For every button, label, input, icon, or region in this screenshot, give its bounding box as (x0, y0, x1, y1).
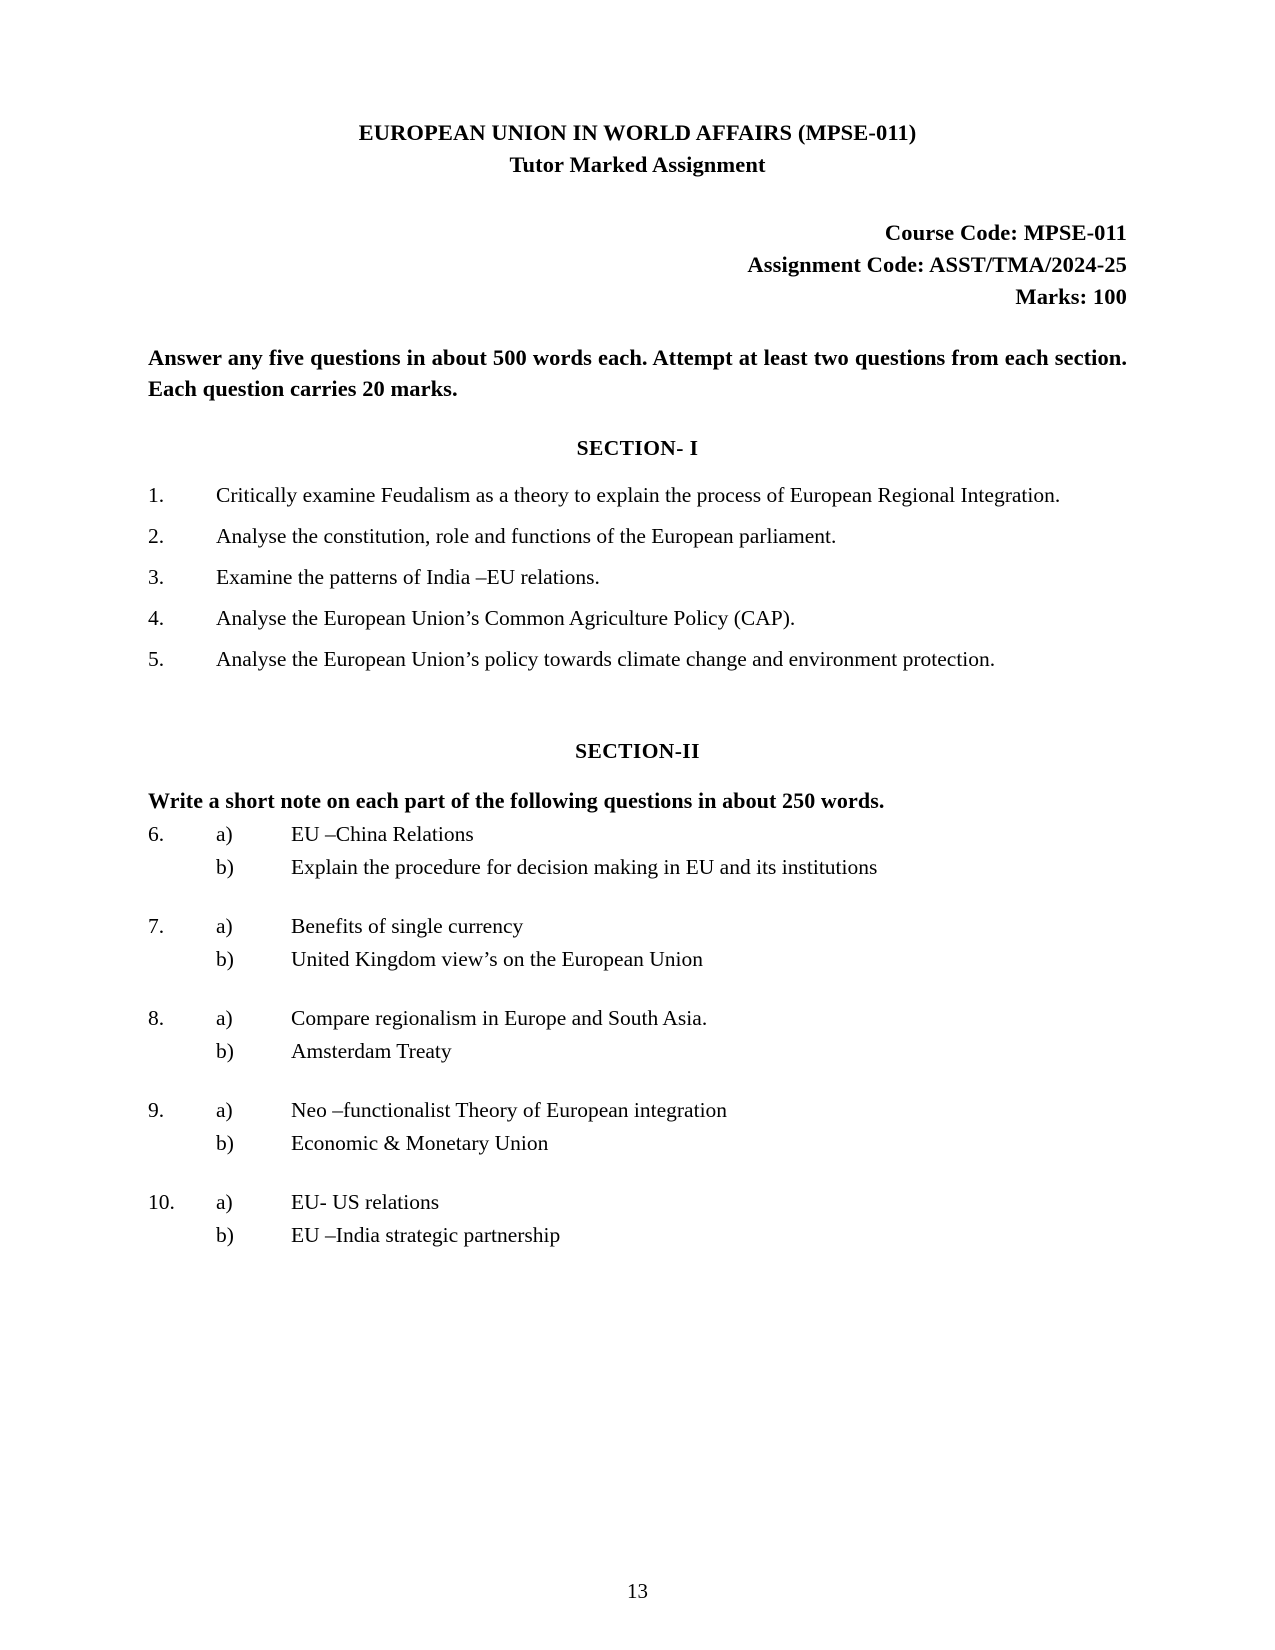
question-part (148, 1002, 1127, 1035)
part-letter: a) (216, 913, 233, 938)
question-number: 10. (148, 1189, 175, 1214)
part-letter: a) (216, 1189, 233, 1214)
question-number: 3. (148, 565, 165, 590)
question-item (148, 477, 1127, 515)
question-text: Analyse the European Union’s Common Agriculture Policy (CAP). (216, 605, 796, 630)
question-number: 1. (148, 483, 165, 508)
part-text: Explain the procedure for decision making in EU and its institutions (291, 854, 878, 879)
question-number: 5. (148, 646, 165, 671)
title-line-1: EUROPEAN UNION IN WORLD AFFAIRS (MPSE-011) (358, 120, 917, 145)
question-part (148, 1186, 1127, 1219)
question-part (148, 1127, 1127, 1160)
part-text: EU –China Relations (291, 821, 474, 846)
question-text: Analyse the European Union’s policy towards climate change and environment protection. (216, 646, 996, 671)
section-2-question-list (148, 818, 1127, 1252)
question-part (148, 1035, 1127, 1068)
total-marks: Marks: 100 (1015, 284, 1127, 310)
question-part (148, 910, 1127, 943)
question-part (148, 1094, 1127, 1127)
question-item (148, 600, 1127, 638)
part-text: EU –India strategic partnership (291, 1222, 561, 1247)
question-part (148, 1219, 1127, 1252)
question-item (148, 641, 1127, 679)
part-text: Economic & Monetary Union (291, 1130, 549, 1155)
course-code: Course Code: MPSE-011 (884, 220, 1127, 246)
question-number: 9. (148, 1097, 165, 1122)
part-text: Neo –functionalist Theory of European integration (291, 1097, 728, 1122)
part-text: Compare regionalism in Europe and South Asia. (291, 1005, 708, 1030)
question-group (148, 1186, 1127, 1252)
part-letter: b) (216, 1038, 234, 1063)
part-letter: b) (216, 1222, 234, 1247)
question-number: 4. (148, 605, 165, 630)
part-letter: b) (216, 946, 234, 971)
question-part (148, 851, 1127, 884)
document-title (148, 118, 1127, 179)
part-letter: b) (216, 1130, 234, 1155)
part-text: EU- US relations (291, 1189, 440, 1214)
part-letter: b) (216, 854, 234, 879)
question-text: Analyse the constitution, role and functions of the European parliament. (216, 524, 837, 549)
part-letter: a) (216, 1097, 233, 1122)
page-number: 13 (627, 1579, 648, 1603)
section-2-heading: SECTION-II (575, 738, 700, 763)
question-number: 2. (148, 524, 165, 549)
question-item (148, 518, 1127, 556)
part-text: Benefits of single currency (291, 913, 524, 938)
section-1-heading: SECTION- I (576, 436, 699, 461)
question-part (148, 818, 1127, 851)
question-number: 7. (148, 913, 165, 938)
question-number: 6. (148, 821, 165, 846)
assignment-meta (148, 217, 1127, 313)
general-instruction: Answer any five questions in about 500 words each. Attempt at least two questions from each section. Each question carries 20 marks. (148, 345, 1127, 401)
section-1-question-list (148, 477, 1127, 678)
section-2-instruction: Write a short note on each part of the following questions in about 250 words. (148, 787, 885, 813)
part-text: United Kingdom view’s on the European Union (291, 946, 704, 971)
title-line-2: Tutor Marked Assignment (509, 151, 766, 177)
assignment-code: Assignment Code: ASST/TMA/2024-25 (747, 252, 1127, 278)
question-group (148, 1094, 1127, 1160)
question-text: Critically examine Feudalism as a theory to explain the process of European Regional Integration. (216, 483, 1061, 508)
part-letter: a) (216, 1005, 233, 1030)
question-group (148, 910, 1127, 976)
part-letter: a) (216, 821, 233, 846)
part-text: Amsterdam Treaty (291, 1038, 452, 1063)
question-number: 8. (148, 1005, 165, 1030)
question-item (148, 559, 1127, 597)
question-group (148, 1002, 1127, 1068)
question-part (148, 943, 1127, 976)
question-group (148, 818, 1127, 884)
question-text: Examine the patterns of India –EU relations. (216, 565, 600, 590)
